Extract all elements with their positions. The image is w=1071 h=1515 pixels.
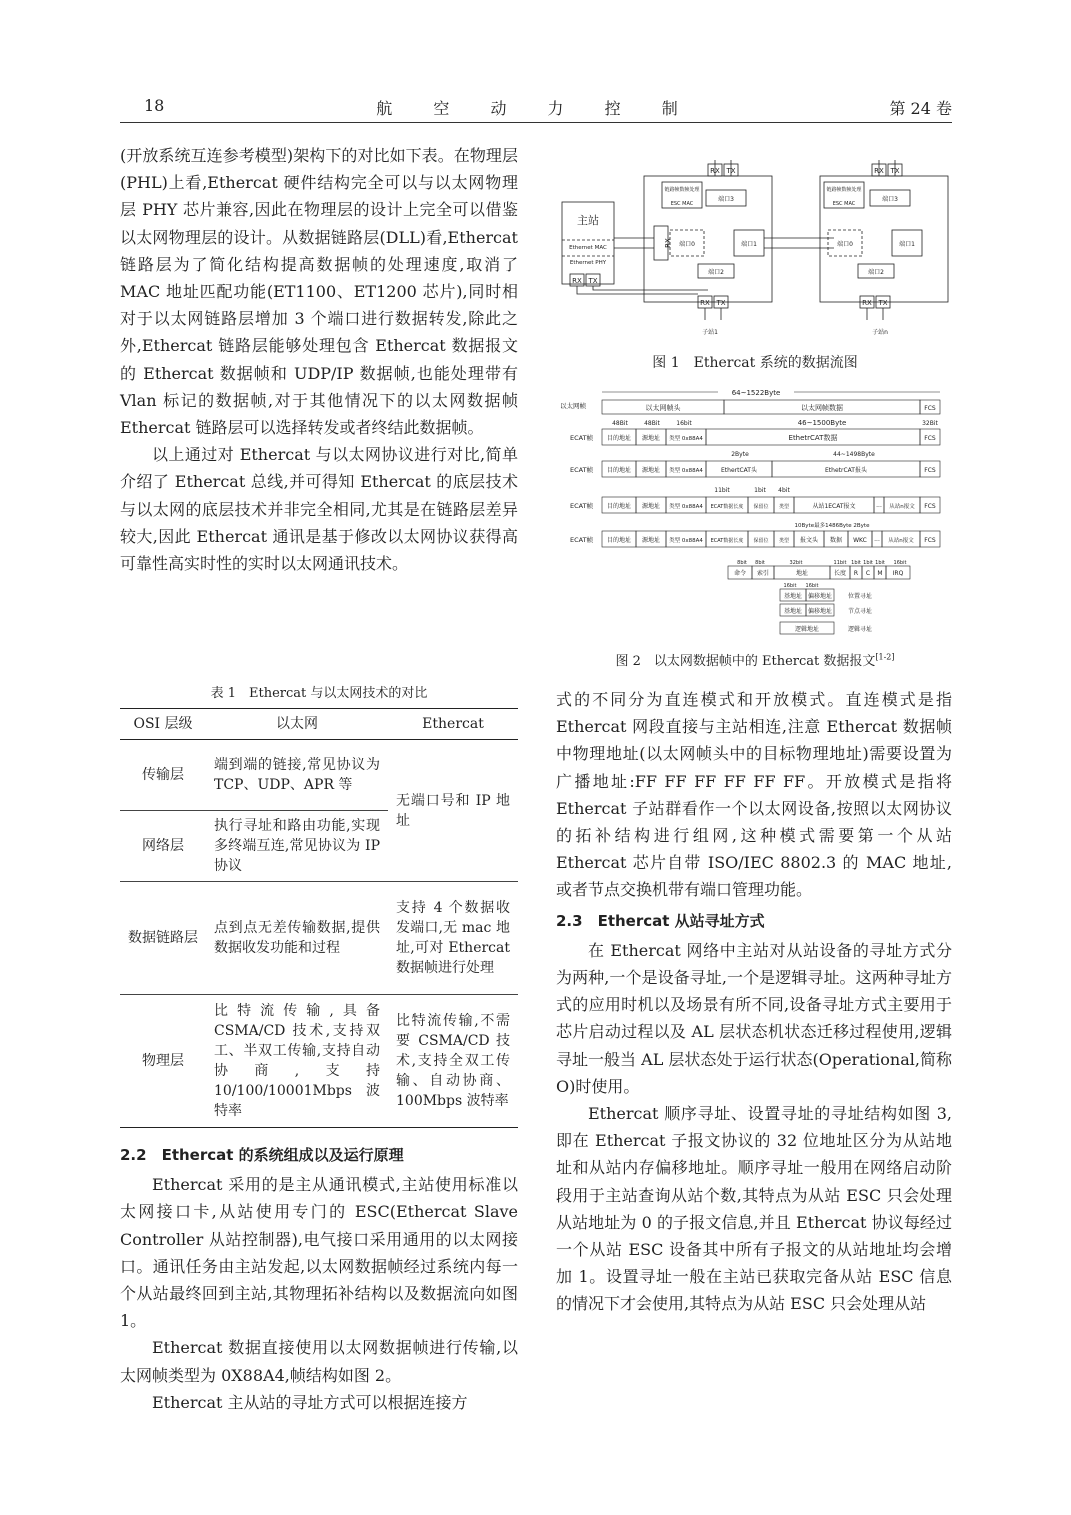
total-length-label: 64~1522Byte xyxy=(731,389,781,397)
cmd-cell: 命令 xyxy=(733,570,747,577)
base-address-cell: 基地址 xyxy=(783,593,803,600)
figure-2-frame-structure xyxy=(558,386,952,638)
master-label: 主站 xyxy=(577,214,599,227)
rx-label: RX xyxy=(572,277,582,285)
byte-label: 2Byte xyxy=(731,451,749,458)
ecat-frame-row-3 xyxy=(570,497,940,513)
paragraph: Ethercat 顺序寻址、设置寻址的寻址结构如图 3,即在 Ethercat 子报文协议的 32 位地址区分为从站地址和从站内存偏移地址。顺序寻址一般用在网络启动阶段用于主站查询从站个数,其特点为从站 ESC 只会处理从站地址为 0 的子报文信息,并且 Ethercat 协议每经过一个从站 ESC 设备其中所有子报文的从站地址均会增加 1。设置寻址一般在主站已获取完备从站 ESC 信息的情况下才会使用,其特点为从站 ESC 只会处理从站 xyxy=(556,1104,952,1314)
bit-label: 4bit xyxy=(778,487,790,494)
paragraph: Ethercat 采用的是主从通讯模式,主站使用标准以太网接口卡,从站使用专门的 ESC(Ethercat Slave Controller 从站控制器),电气接口采用通用的以太网接口。通讯任务由主站发起,以太网数据帧经过系统内每一个从站最终回到主站,其物理拓补结构以及数据流向如图 1。 xyxy=(120,1175,518,1331)
right-column xyxy=(556,686,952,1318)
page-header xyxy=(120,92,952,123)
slaven-datagram-cell: 从站n报文 xyxy=(888,538,914,544)
bit-label: 32bit xyxy=(789,560,803,566)
fcs-cell: FCS xyxy=(924,435,936,442)
tx-label: TX xyxy=(716,299,726,307)
figure-1-dataflow xyxy=(558,160,952,342)
table-row xyxy=(120,740,518,811)
table-cell: 传输层 xyxy=(120,740,206,811)
tx-label: TX xyxy=(588,277,598,285)
ethernet-phy-label: Ethernet PHY xyxy=(569,260,607,266)
bit-label: 32Bit xyxy=(922,420,938,427)
paragraph: 在 Ethercat 网络中主站对从站设备的寻址方式分为两种,一个是设备寻址,一个是逻辑寻址。这两种寻址方式的应用时机以及场景有所不同,设备寻址方式主要用于芯片启动过程以及 AL 层状态机状态迁移过程使用,逻辑寻址一般当 AL 层状态处于运行状态(Operational,简称 O)时使用。 xyxy=(556,940,952,1096)
logical-addressing-label: 逻辑寻址 xyxy=(848,626,873,633)
rx-label: RX xyxy=(710,167,720,175)
master-station xyxy=(562,202,614,286)
address-cell: 地址 xyxy=(795,570,809,577)
paragraph: 以上通过对 Ethercat 与以太网协议进行对比,简单介绍了 Ethercat 总线,并可得知 Ethercat 的底层技术与以太网的底层技术并非完全相同,尤其是在链路层差异较大,因此 Ethercat 通讯是基于修改以太网协议获得高可靠性高实时性的实时以太网通讯技术。 xyxy=(120,445,518,574)
frame-processing-label: 链路帧数帧处理 xyxy=(664,187,700,193)
table-cell: 端到端的链接,常见协议为 TCP、UDP、APR 等 xyxy=(206,740,388,811)
port-3-label: 端口3 xyxy=(882,196,898,203)
length-cell: 长度 xyxy=(833,570,847,577)
bit-label: 16bit xyxy=(783,583,797,589)
dataflow-lines xyxy=(577,160,895,320)
table-header-cell: Ethercat xyxy=(388,709,518,740)
length-label: 44~1498Byte xyxy=(833,451,875,458)
position-addressing-label: 位置寻址 xyxy=(848,593,873,600)
slaven-datagram-cell: 从站n报文 xyxy=(889,504,915,510)
bit-label: 8bit xyxy=(755,560,765,566)
ecat-frame-label: ECAT帧 xyxy=(570,434,594,442)
section-heading: 2.2 Ethercat 的系统组成以及运行原理 xyxy=(120,1146,404,1164)
slave-n-label: 子站n xyxy=(872,329,888,336)
figure-2-ref: [1-2] xyxy=(875,652,895,662)
bit-label: 1bit xyxy=(754,487,766,494)
ecat-frame-row-4 xyxy=(570,531,940,547)
table-row xyxy=(120,882,518,995)
bit-label: 1bit xyxy=(875,560,885,566)
section-heading: 2.3 Ethercat 从站寻址方式 xyxy=(556,911,765,930)
bit-label: 11bit xyxy=(714,487,730,494)
slave-1-label: 子站1 xyxy=(702,329,718,336)
rx-label: RX xyxy=(664,238,672,248)
comparison-table xyxy=(120,708,518,1128)
port-2-label: 端口2 xyxy=(708,269,724,276)
bit-label: 11bit xyxy=(833,560,847,566)
ellipsis-cell: ... xyxy=(874,536,880,543)
table-cell: 比特流传输,不需要 CSMA/CD 技术,支持全双工传输、自动协商、100Mbps 波特率 xyxy=(388,995,518,1128)
fcs-cell: FCS xyxy=(924,503,936,510)
type-cell: 类型 0x88A4 xyxy=(669,468,703,474)
left-column xyxy=(120,142,518,577)
figure-1-caption: 图 1 Ethercat 系统的数据流图 xyxy=(652,355,858,371)
ecat-length-cell: ECAT数据长度 xyxy=(710,504,744,510)
dst-cell: 目的地址 xyxy=(606,467,632,474)
type-bits-cell: 类型 xyxy=(778,504,790,510)
rx-label: RX xyxy=(700,299,710,307)
table-cell: 支持 4 个数据收发端口,无 mac 地址,可对 Ethercat 数据帧进行处理 xyxy=(388,882,518,995)
irq-cell: IRQ xyxy=(892,570,904,577)
paragraph: Ethercat 数据直接使用以太网数据帧进行传输,以太网帧类型为 0X88A4,帧结构如图 2。 xyxy=(120,1338,518,1385)
type-cell: 类型 0x88A4 xyxy=(669,504,703,510)
ecat-length-cell: ECAT数据长度 xyxy=(710,538,744,544)
datagram-length-label: 10Byte最多1486Byte 2Byte xyxy=(794,523,870,529)
port-2-label: 端口2 xyxy=(868,269,884,276)
addressing-detail xyxy=(780,583,872,634)
c-cell: C xyxy=(865,570,871,577)
type-cell: 类型 0x88A4 xyxy=(669,436,703,442)
reserved-cell: 保留位 xyxy=(753,538,769,544)
ecat-frame-label: ECAT帧 xyxy=(570,536,594,544)
bit-label: 16bit xyxy=(676,420,692,427)
ecat-frame-label: ECAT帧 xyxy=(570,466,594,474)
fcs-cell: FCS xyxy=(924,537,936,544)
ecat-frame-row-2 xyxy=(570,461,940,477)
table-cell: 比特流传输,具备 CSMA/CD 技术,支持双工、半双工传输,支持自动协商,支持 10/100/10001Mbps 波特率 xyxy=(206,995,388,1128)
table-header-cell: OSI 层级 xyxy=(120,709,206,740)
r-cell: R xyxy=(853,570,859,577)
src-cell: 源地址 xyxy=(641,503,661,510)
bit-label: 16bit xyxy=(805,583,819,589)
esc-mac-label: ESC MAC xyxy=(670,201,694,207)
ecat-frame-label: ECAT帧 xyxy=(570,502,594,510)
type-bits-cell: 类型 xyxy=(778,538,790,544)
table-row xyxy=(120,995,518,1128)
ellipsis-cell: ... xyxy=(876,502,882,509)
esc-mac-label: ESC MAC xyxy=(832,201,856,207)
bit-label: 48Bit xyxy=(612,420,628,427)
slave-n xyxy=(820,164,948,336)
rx-label: RX xyxy=(874,167,884,175)
m-cell: M xyxy=(877,570,883,577)
slave-1 xyxy=(644,164,772,336)
fcs-cell: FCS xyxy=(924,405,936,412)
src-cell: 源地址 xyxy=(641,537,661,544)
reserved-cell: 保留位 xyxy=(753,504,769,510)
ecat-data-cell: EthetrCAT数据 xyxy=(788,434,838,442)
data-length-label: 46~1500Byte xyxy=(797,419,847,427)
base-address-cell: 基地址 xyxy=(783,608,803,615)
table-cell: 网络层 xyxy=(120,811,206,882)
wkc-cell: WKC xyxy=(853,537,867,544)
dst-cell: 目的地址 xyxy=(606,435,632,442)
src-cell: 源地址 xyxy=(641,435,661,442)
bit-label: 48Bit xyxy=(644,420,660,427)
fcs-cell: FCS xyxy=(924,467,936,474)
ecat-head-cell: EthertCAT头 xyxy=(721,467,757,474)
ecat-body-cell: EthetrCAT报头 xyxy=(825,467,867,474)
node-addressing-label: 节点寻址 xyxy=(848,608,873,615)
datagram-header-cell: 报文头 xyxy=(799,537,819,544)
logical-address-cell: 逻辑地址 xyxy=(794,626,820,633)
datagram-data-cell: 数据 xyxy=(829,537,843,544)
table-cell: 物理层 xyxy=(120,995,206,1128)
eth-header-cell: 以太网帧头 xyxy=(645,404,681,412)
table-header-row xyxy=(120,709,518,740)
journal-title: 航 空 动 力 控 制 xyxy=(376,99,696,118)
rx-label: RX xyxy=(862,299,872,307)
dst-cell: 目的地址 xyxy=(606,503,632,510)
table-cell: 执行寻址和路由功能,实现多终端互连,常见协议为 IP 协议 xyxy=(206,811,388,882)
paragraph: 式的不同分为直连模式和开放模式。直连模式是指 Ethercat 网段直接与主站相连,注意 Ethercat 数据帧中物理地址(以太网帧头中的目标物理地址)需要设置为广播地址:FF FF FF FF FF FF。开放模式是指将 Ethercat 子站群看作一个以太网设备,按照以太网协议的拓补结构进行组网,这种模式需要第一个从站 Ethercat 芯片自带 ISO/IEC 8802.3 的 MAC 地址,或者节点交换机带有端口管理功能。 xyxy=(556,690,952,900)
table-caption: 表 1 Ethercat 与以太网技术的对比 xyxy=(210,686,428,701)
offset-address-cell: 偏移地址 xyxy=(807,593,833,600)
ecat-frame-row-1 xyxy=(570,429,940,445)
figure-2-caption-text: 图 2 以太网数据帧中的 Ethercat 数据报文 xyxy=(615,654,876,669)
datagram-header-detail xyxy=(728,560,910,579)
ethernet-frame-label: 以太网帧 xyxy=(560,402,586,410)
table-cell: 点到点无差传输数据,提供数据收发功能和过程 xyxy=(206,882,388,995)
tx-label: TX xyxy=(890,167,900,175)
table-header-cell: 以太网 xyxy=(206,709,388,740)
bit-label: 1bit xyxy=(851,560,861,566)
dst-cell: 目的地址 xyxy=(606,537,632,544)
volume-label: 第 24 卷 xyxy=(889,99,952,118)
figure-2-caption xyxy=(558,650,952,669)
bit-label: 16bit xyxy=(893,560,907,566)
left-column-lower xyxy=(120,1142,518,1416)
frame-processing-label: 链路帧数帧处理 xyxy=(826,187,862,193)
page-number: 18 xyxy=(144,96,165,115)
type-cell: 类型 0x88A4 xyxy=(669,538,703,544)
port-0-label: 端口0 xyxy=(837,241,853,248)
paragraph: (开放系统互连参考模型)架构下的对比如下表。在物理层(PHL)上看,Ethercat 硬件结构完全可以与以太网物理层 PHY 芯片兼容,因此在物理层的设计上完全可以借鉴以太网物理层的设计。从数据链路层(DLL)看,Ethercat 链路层为了简化结构提高数据帧的处理速度,取消了 MAC 地址匹配功能(ET1100、ET1200 芯片),同时相对于以太网链路层增加 3 个端口进行数据转发,除此之外,Ethercat 链路层能够处理包含 Ethercat 数据报文的 Ethercat 数据帧和 UDP/IP 数据帧,也能处理带有 Vlan 标记的数据帧,对于其他情况下的以太网数据帧 Ethercat 链路层可以选择转发或者终结此数据帧。 xyxy=(120,146,518,438)
table-cell: 无端口号和 IP 地址 xyxy=(388,740,518,882)
ethernet-mac-label: Ethernet MAC xyxy=(569,245,607,251)
table-cell: 数据链路层 xyxy=(120,882,206,995)
port-3-label: 端口3 xyxy=(718,196,734,203)
paragraph: Ethercat 主从站的寻址方式可以根据连接方 xyxy=(152,1392,468,1412)
offset-address-cell: 偏移地址 xyxy=(807,608,833,615)
src-cell: 源地址 xyxy=(641,467,661,474)
port-1-label: 端口1 xyxy=(899,241,915,248)
port-0-label: 端口0 xyxy=(679,241,695,248)
bit-label: 1bit xyxy=(863,560,873,566)
index-cell: 索引 xyxy=(756,570,770,577)
slave1-datagram-cell: 从站1ECAT报文 xyxy=(812,503,856,510)
bit-label: 8bit xyxy=(737,560,747,566)
tx-label: TX xyxy=(726,167,736,175)
eth-data-cell: 以太网帧数据 xyxy=(801,404,843,412)
tx-label: TX xyxy=(878,299,888,307)
port-1-label: 端口1 xyxy=(741,241,757,248)
